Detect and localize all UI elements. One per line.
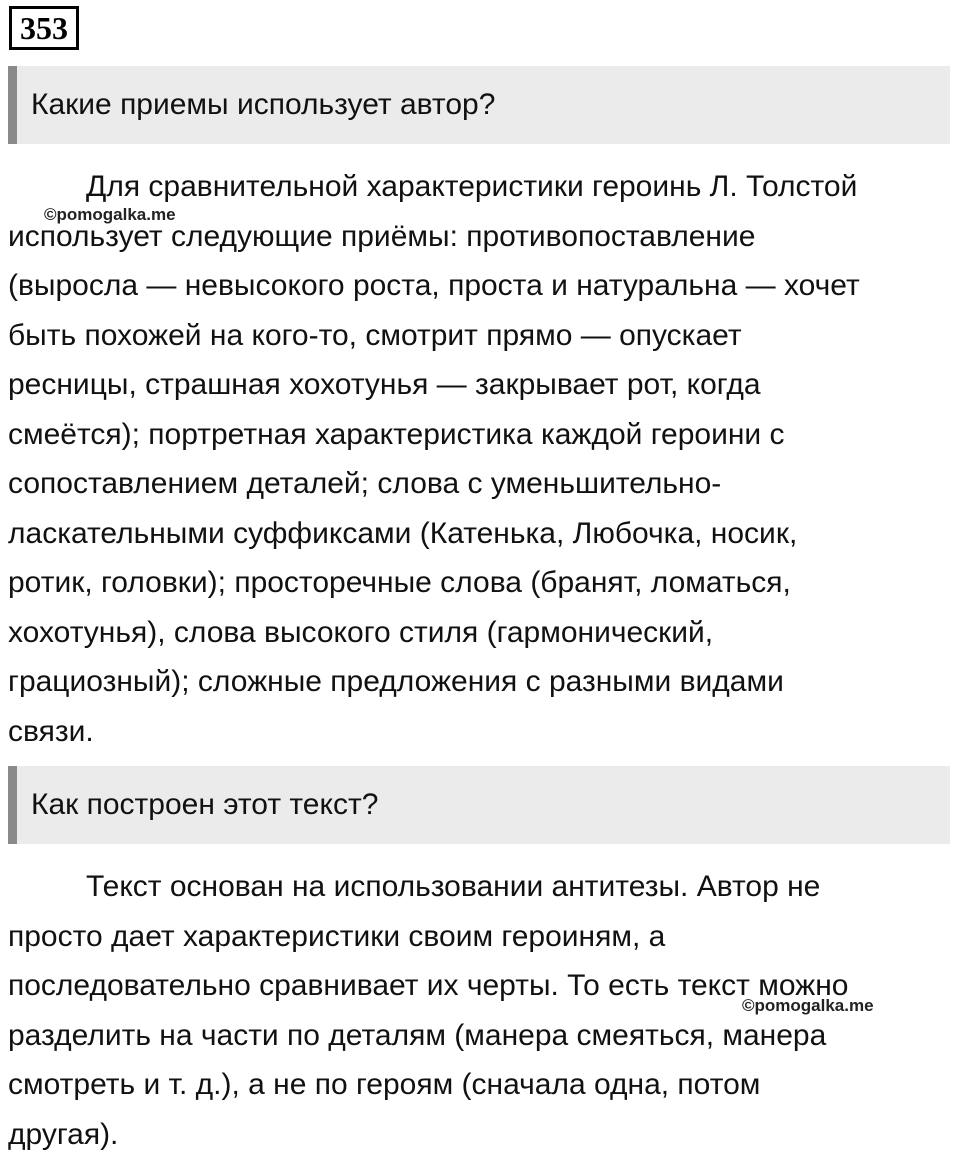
answer-1-line: смеётся); портретная характеристика каждой героини с bbox=[8, 410, 958, 460]
answer-2-line: Текст основан на использовании антитезы. Автор не bbox=[8, 862, 958, 912]
answer-1-line: использует следующие приёмы: противопоставление bbox=[8, 212, 958, 262]
watermark: ©pomogalka.me bbox=[44, 205, 176, 225]
answer-1-paragraph bbox=[8, 162, 958, 756]
answer-2-line: смотреть и т. д.), а не по героям (сначала одна, потом bbox=[8, 1060, 958, 1110]
answer-2-line: другая). bbox=[8, 1110, 958, 1159]
answer-1-line: грациозный); сложные предложения с разными видами bbox=[8, 657, 958, 707]
answer-1-line: связи. bbox=[8, 707, 958, 757]
answer-1-line: хохотунья), слова высокого стиля (гармонический, bbox=[8, 608, 958, 658]
answer-1-line: ресницы, страшная хохотунья — закрывает рот, когда bbox=[8, 360, 958, 410]
answer-1-line: (выросла — невысокого роста, проста и натуральна — хочет bbox=[8, 261, 958, 311]
answer-1-line: Для сравнительной характеристики героинь Л. Толстой bbox=[8, 162, 958, 212]
exercise-number: 353 bbox=[9, 6, 79, 50]
question-1-text: Какие приемы использует автор? bbox=[31, 88, 495, 122]
watermark: ©pomogalka.me bbox=[742, 996, 874, 1016]
answer-2-line: разделить на части по деталям (манера смеяться, манера bbox=[8, 1011, 958, 1061]
answer-1-line: сопоставлением деталей; слова с уменьшительно- bbox=[8, 459, 958, 509]
question-2-text: Как построен этот текст? bbox=[31, 788, 378, 822]
answer-2-line: последовательно сравнивает их черты. То есть текст можно bbox=[8, 961, 958, 1011]
question-1-band bbox=[8, 66, 950, 144]
answer-1-line: ласкательными суффиксами (Катенька, Любочка, носик, bbox=[8, 509, 958, 559]
answer-1-line: быть похожей на кого-то, смотрит прямо — опускает bbox=[8, 311, 958, 361]
question-2-band bbox=[8, 766, 950, 844]
answer-1-line: ротик, головки); просторечные слова (бранят, ломаться, bbox=[8, 558, 958, 608]
answer-2-line: просто дает характеристики своим героиням, а bbox=[8, 912, 958, 962]
